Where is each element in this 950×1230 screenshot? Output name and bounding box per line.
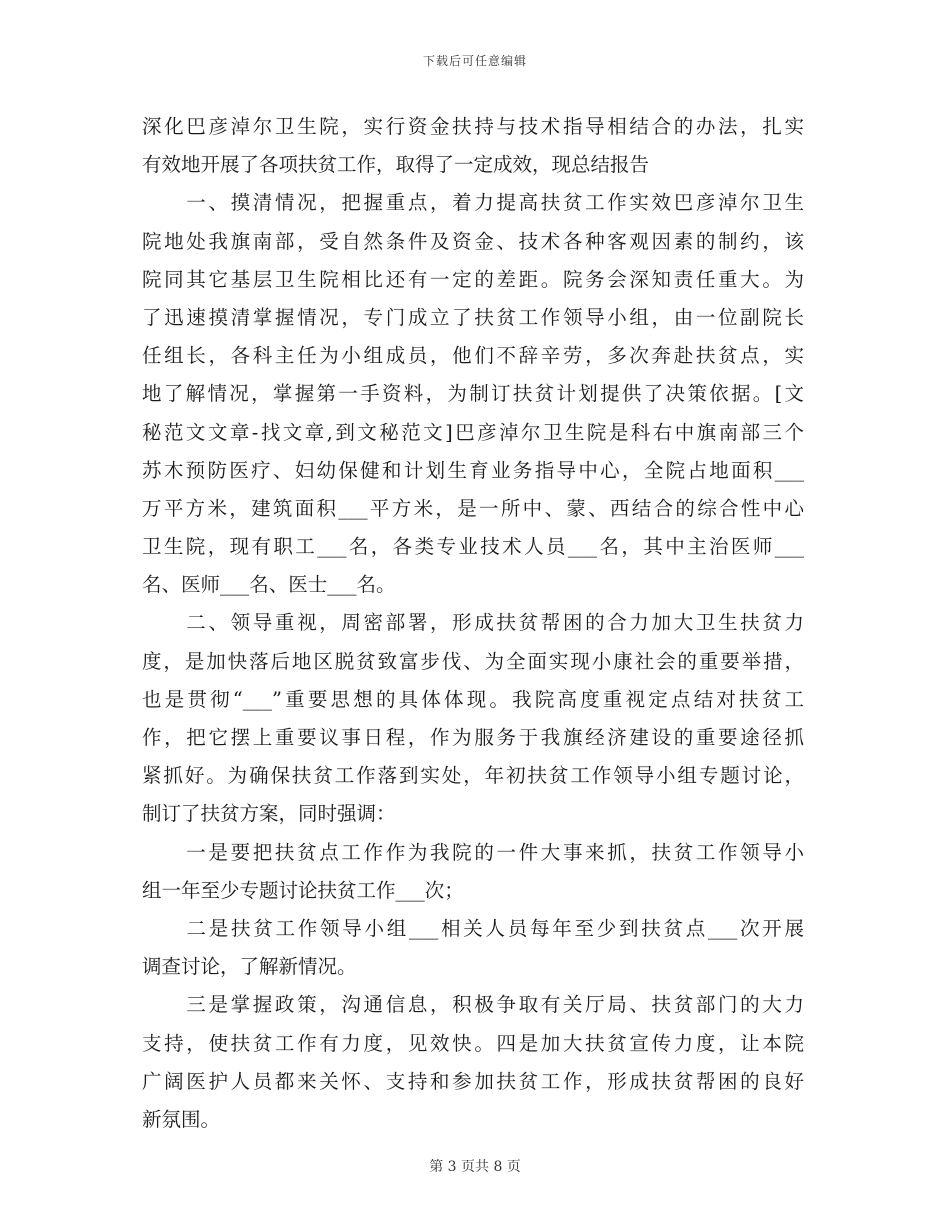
text-line: 二是扶贫工作领导小组___相关人员每年至少到扶贫点___次开展: [142, 916, 804, 940]
text-line: 任组长，各科主任为小组成员，他们不辞辛劳，多次奔赴扶贫点，实: [142, 344, 804, 368]
text-line: 也是贯彻“___”重要思想的具体体现。我院高度重视定点结对扶贫工: [142, 687, 804, 711]
text-line: 支持，使扶贫工作有力度，见效快。四是加大扶贫宣传力度，让本院: [142, 1031, 804, 1055]
text-line: 新氛围。: [142, 1107, 221, 1131]
text-line: 名、医师___名、医士___名。: [142, 573, 396, 597]
text-line: 三是掌握政策，沟通信息，积极争取有关厅局、扶贫部门的大力: [142, 993, 804, 1017]
text-line: 作，把它摆上重要议事日程，作为服务于我旗经济建设的重要途径抓: [142, 726, 804, 749]
text-line: 二、领导重视，周密部署，形成扶贫帮困的合力加大卫生扶贫力: [142, 611, 804, 635]
text-line: 了迅速摸清掌握情况，专门成立了扶贫工作领导小组，由一位副院长: [142, 305, 804, 329]
text-line: 院地处我旗南部，受自然条件及资金、技术各种客观因素的制约，该: [142, 229, 804, 253]
text-line: 秘范文文章-找文章,到文秘范文]巴彦淖尔卫生院是科右中旗南部三个: [142, 420, 804, 444]
text-line: 度，是加快落后地区脱贫致富步伐、为全面实现小康社会的重要举措，: [142, 649, 804, 673]
text-line: 苏木预防医疗、妇幼保健和计划生育业务指导中心，全院占地面积___: [142, 458, 804, 482]
text-line: 广阔医护人员都来关怀、支持和参加扶贫工作，形成扶贫帮困的良好: [142, 1069, 804, 1093]
text-line: 地了解情况，掌握第一手资料，为制订扶贫计划提供了决策依据。[文: [142, 382, 804, 406]
page-header: 下载后可任意编辑: [422, 54, 527, 68]
document-body: [142, 108, 804, 1139]
text-line: 一、摸清情况，把握重点，着力提高扶贫工作实效巴彦淖尔卫生: [142, 191, 804, 215]
text-line: 深化巴彦淖尔卫生院，实行资金扶持与技术指导相结合的办法，扎实: [142, 115, 804, 138]
text-line: 调查讨论，了解新情况。: [142, 955, 357, 979]
text-line: 一是要把扶贫点工作作为我院的一件大事来抓，扶贫工作领导小: [142, 840, 804, 864]
page-number-footer: 第 3 页共 8 页: [429, 1159, 521, 1175]
text-line: 制订了扶贫方案，同时强调：: [142, 802, 396, 826]
text-line: 万平方米，建筑面积___平方米，是一所中、蒙、西结合的综合性中心: [142, 496, 804, 520]
text-line: 组一年至少专题讨论扶贫工作___次；: [142, 878, 464, 902]
text-line: 紧抓好。为确保扶贫工作落到实处，年初扶贫工作领导小组专题讨论，: [142, 764, 804, 788]
text-line: 卫生院，现有职工___名，各类专业技术人员___名，其中主治医师___: [142, 535, 804, 559]
text-line: 有效地开展了各项扶贫工作，取得了一定成效，现总结报告: [142, 153, 650, 177]
text-line: 院同其它基层卫生院相比还有一定的差距。院务会深知责任重大。为: [142, 267, 804, 291]
